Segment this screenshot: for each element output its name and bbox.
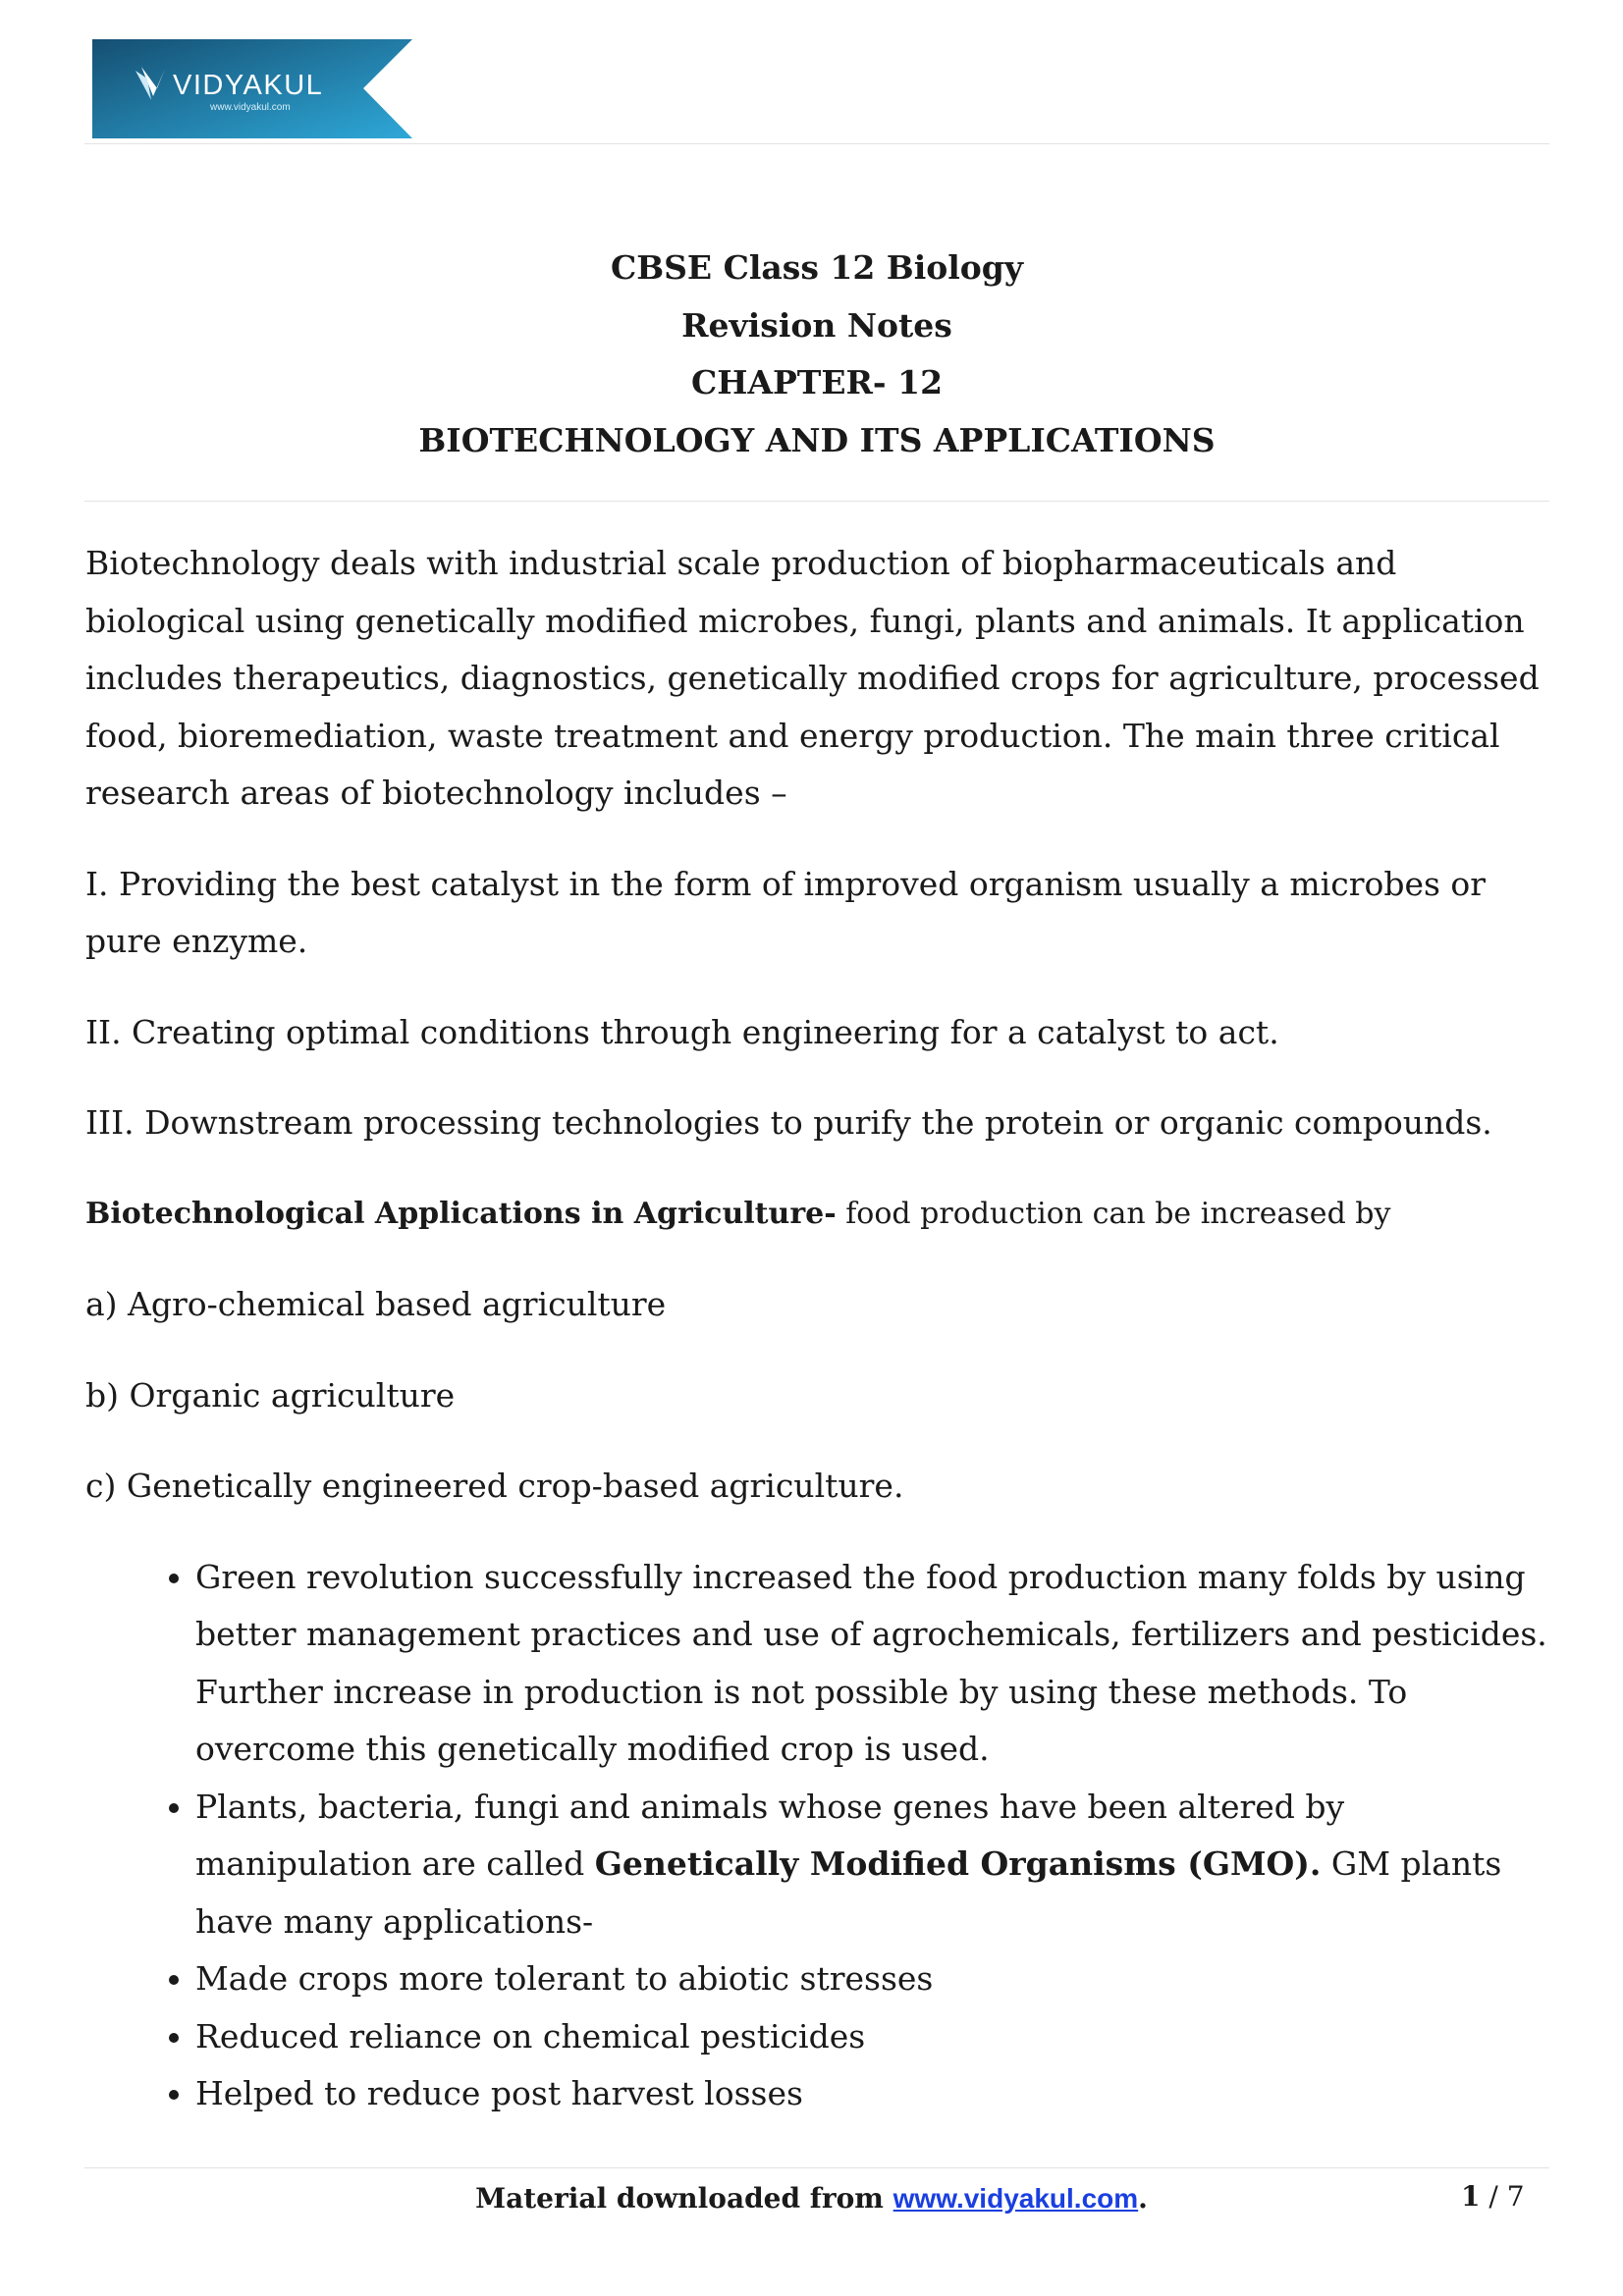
bullet-gmo-term: Genetically Modified Organisms (GMO). xyxy=(594,1844,1322,1883)
title-line-1: CBSE Class 12 Biology xyxy=(610,248,1024,287)
option-b: b) Organic agriculture xyxy=(85,1375,456,1415)
bullet-post-harvest: • Helped to reduce post harvest losses xyxy=(195,2065,1553,2123)
vidyakul-logo xyxy=(92,39,412,138)
page-number xyxy=(1461,2167,1525,2226)
bullet-green-revolution: • Green revolution successfully increased the food production many folds by using better management practices and use of agrochemicals, fertilizers and pesticides. Further increase in production is not possible by using these methods. To overcome this genetically modified crop is used. xyxy=(195,1549,1553,1779)
agriculture-text: food production can be increased by xyxy=(836,1196,1391,1231)
bullet-list xyxy=(85,1549,1553,2123)
bullet-gmo-pre: Plants, bacteria, fungi and animals whose genes have been altered by manipulation are called xyxy=(195,1787,1345,1883)
critical-area-2: II. Creating optimal conditions through engineering for a catalyst to act. xyxy=(85,1012,1279,1051)
logo-url: www.vidyakul.com xyxy=(210,102,291,113)
bullet-gmo-post: GM plants have many applications- xyxy=(195,1844,1502,1941)
download-text: Material downloaded from xyxy=(475,2182,893,2215)
bullet-abiotic: • Made crops more tolerant to abiotic stresses xyxy=(195,1950,1553,2008)
page-current: 1 xyxy=(1461,2180,1481,2213)
header-divider xyxy=(84,143,1549,144)
intro-paragraph: Biotechnology deals with industrial scale production of biopharmaceuticals and biological using genetically modified microbes, fungi, plants and animals. It application includes therapeutics, diagnostics, genetically modified crops for agriculture, processed food, bioremediation, waste treatment and energy production. The main three critical research areas of biotechnology includes – xyxy=(85,544,1540,812)
download-period: . xyxy=(1138,2182,1148,2215)
page-footer xyxy=(0,2167,1623,2226)
title-divider xyxy=(84,501,1549,502)
logo-text: VIDYAKUL xyxy=(173,70,324,101)
page-total: 7 xyxy=(1506,2180,1525,2213)
option-a: a) Agro-chemical based agriculture xyxy=(85,1285,667,1323)
critical-area-1: I. Providing the best catalyst in the form of improved organism usually a microbes or pure enzyme. xyxy=(85,864,1487,960)
title-line-4: BIOTECHNOLOGY AND ITS APPLICATIONS xyxy=(418,420,1216,459)
page-separator: / xyxy=(1480,2180,1507,2213)
title-line-3: CHAPTER- 12 xyxy=(690,363,944,401)
title-line-2: Revision Notes xyxy=(681,305,952,345)
vidyakul-link[interactable]: www.vidyakul.com xyxy=(893,2183,1139,2214)
agriculture-paragraph xyxy=(85,1186,1553,1244)
document-title xyxy=(84,240,1549,469)
document-body xyxy=(85,535,1553,2123)
option-c: c) Genetically engineered crop-based agriculture. xyxy=(85,1467,904,1505)
agriculture-heading: Biotechnological Applications in Agriculture- xyxy=(85,1196,837,1231)
bullet-pesticides: • Reduced reliance on chemical pesticides xyxy=(195,2008,1553,2066)
critical-area-3: III. Downstream processing technologies to purify the protein or organic compounds. xyxy=(85,1103,1492,1142)
download-notice xyxy=(0,2167,1623,2230)
bullet-gmo xyxy=(195,1779,1553,1951)
